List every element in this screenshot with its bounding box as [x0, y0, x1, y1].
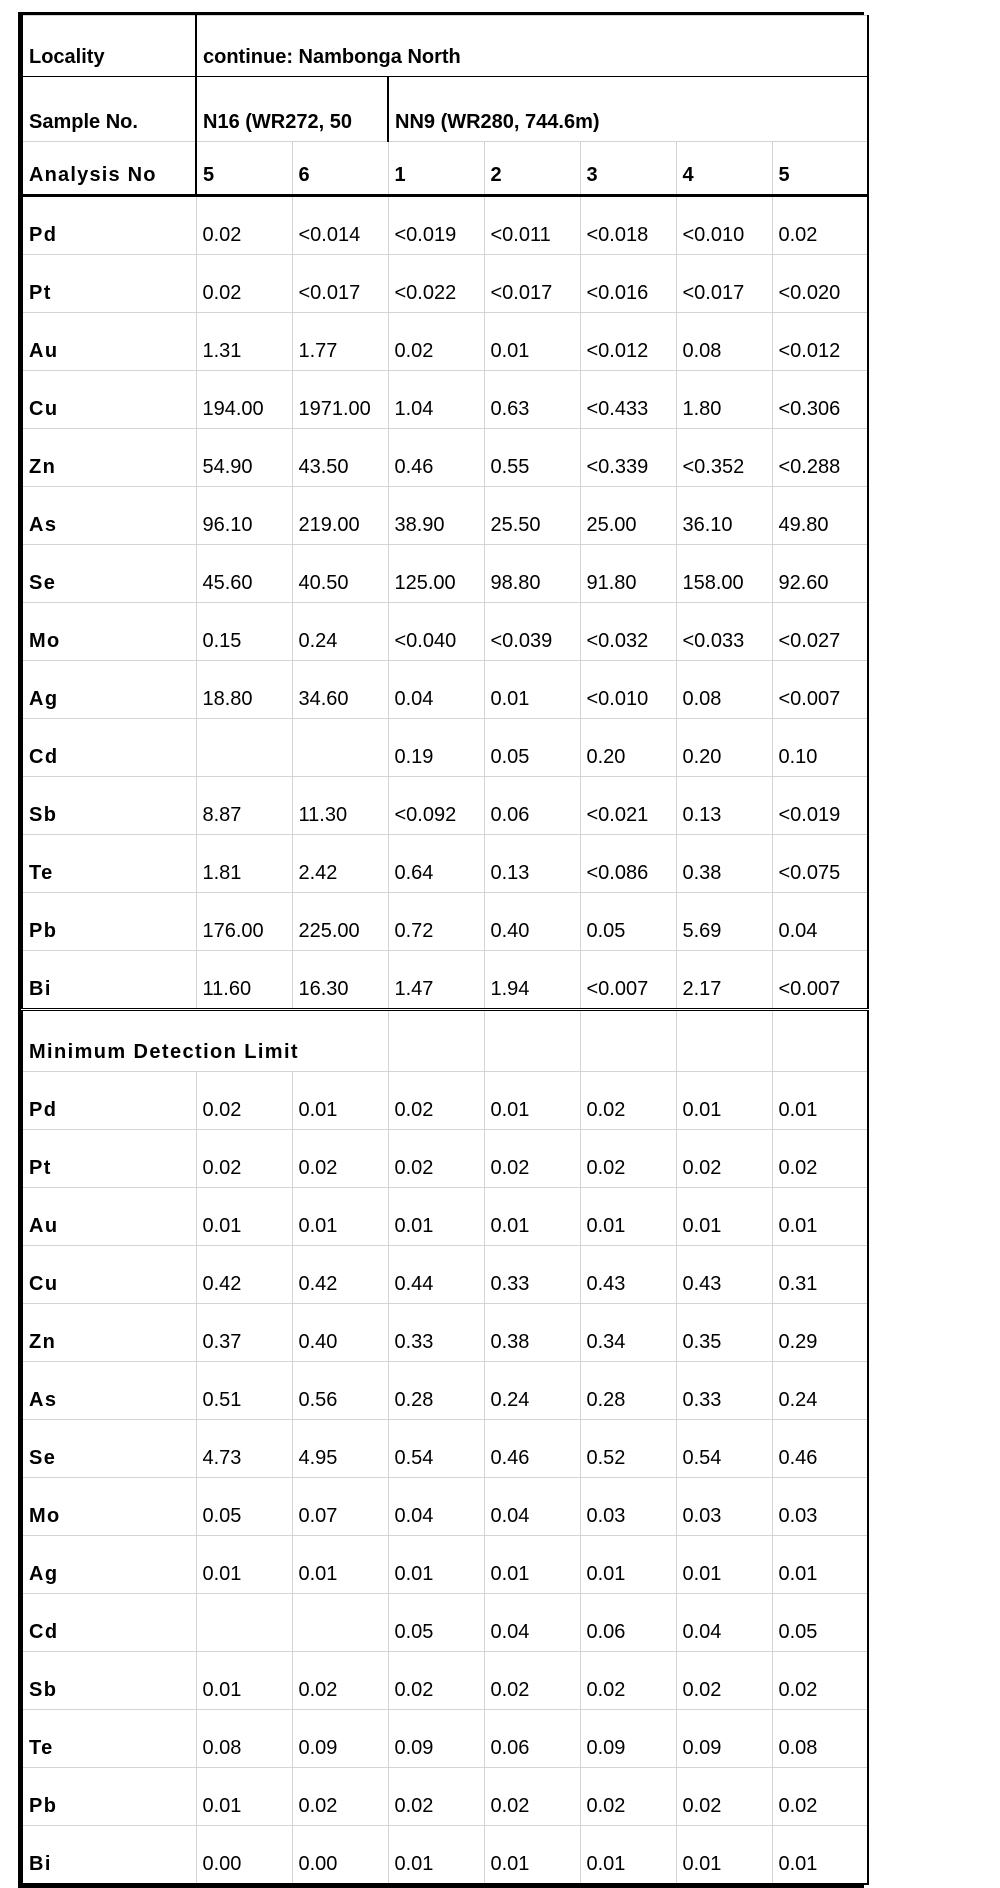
assay-value-cell: 1.47	[388, 951, 484, 1010]
assay-value-cell: 0.02	[196, 196, 292, 255]
mdl-value-cell: 0.46	[772, 1420, 868, 1478]
assay-value-cell: 0.02	[196, 255, 292, 313]
assay-value-cell: <0.007	[580, 951, 676, 1010]
analysis-no-header: 2	[484, 142, 580, 196]
assay-value-cell: 176.00	[196, 893, 292, 951]
assay-value-cell: 0.01	[484, 661, 580, 719]
mdl-value-cell: 0.04	[484, 1478, 580, 1536]
table-row	[22, 1420, 868, 1478]
assay-value-cell: 0.13	[484, 835, 580, 893]
mdl-header-blank-cell	[676, 1010, 772, 1072]
assay-value-cell: 0.04	[388, 661, 484, 719]
mdl-value-cell: 0.08	[196, 1710, 292, 1768]
element-label: Bi	[22, 951, 196, 1010]
assay-value-cell: 1.77	[292, 313, 388, 371]
locality-value: continue: Nambonga North	[196, 16, 868, 77]
assay-value-cell: 34.60	[292, 661, 388, 719]
mdl-value-cell: 0.01	[676, 1536, 772, 1594]
mdl-value-cell: 0.31	[772, 1246, 868, 1304]
mdl-value-cell: 0.09	[292, 1710, 388, 1768]
mdl-value-cell: 0.01	[388, 1188, 484, 1246]
mdl-value-cell: 0.43	[676, 1246, 772, 1304]
assay-value-cell: <0.306	[772, 371, 868, 429]
element-label: Au	[22, 313, 196, 371]
mdl-value-cell: 0.02	[580, 1072, 676, 1130]
analysis-no-header: 6	[292, 142, 388, 196]
assay-value-cell: 92.60	[772, 545, 868, 603]
assay-value-cell: 0.72	[388, 893, 484, 951]
assay-value-cell: <0.019	[388, 196, 484, 255]
analysis-no-header: 3	[580, 142, 676, 196]
table-row	[22, 196, 868, 255]
mdl-value-cell: 0.02	[388, 1768, 484, 1826]
assay-value-cell: 0.04	[772, 893, 868, 951]
mdl-value-cell: 0.02	[580, 1130, 676, 1188]
table-row	[22, 835, 868, 893]
element-label: Zn	[22, 429, 196, 487]
mdl-value-cell: 0.02	[676, 1652, 772, 1710]
mdl-value-cell: 0.33	[484, 1246, 580, 1304]
assay-value-cell: <0.016	[580, 255, 676, 313]
assay-value-cell: 0.15	[196, 603, 292, 661]
assay-value-cell: <0.033	[676, 603, 772, 661]
assay-value-cell: 194.00	[196, 371, 292, 429]
assay-value-cell: <0.017	[292, 255, 388, 313]
element-label: Ag	[22, 661, 196, 719]
assay-value-cell: 0.06	[484, 777, 580, 835]
assay-value-cell: <0.010	[676, 196, 772, 255]
element-label: Mo	[22, 603, 196, 661]
mdl-value-cell: 0.24	[772, 1362, 868, 1420]
mdl-header-blank-cell	[772, 1010, 868, 1072]
assay-value-cell	[196, 719, 292, 777]
mdl-value-cell: 0.04	[484, 1594, 580, 1652]
mdl-value-cell: 0.46	[484, 1420, 580, 1478]
assay-value-cell: 1.31	[196, 313, 292, 371]
mdl-value-cell: 0.33	[676, 1362, 772, 1420]
assay-value-cell: <0.007	[772, 661, 868, 719]
table-row	[22, 661, 868, 719]
mdl-value-cell: 0.09	[388, 1710, 484, 1768]
mdl-value-cell: 0.02	[676, 1768, 772, 1826]
assay-value-cell: 45.60	[196, 545, 292, 603]
mdl-value-cell: 0.56	[292, 1362, 388, 1420]
assay-value-cell: 1.94	[484, 951, 580, 1010]
assay-value-cell: 0.46	[388, 429, 484, 487]
mdl-value-cell: 0.01	[292, 1188, 388, 1246]
mdl-value-cell: 0.04	[676, 1594, 772, 1652]
mdl-value-cell: 0.43	[580, 1246, 676, 1304]
assay-value-cell: 225.00	[292, 893, 388, 951]
mdl-value-cell: 0.02	[484, 1130, 580, 1188]
element-label: Se	[22, 545, 196, 603]
assay-value-cell: 18.80	[196, 661, 292, 719]
mdl-value-cell: 0.02	[484, 1768, 580, 1826]
mdl-value-cell: 0.01	[580, 1826, 676, 1885]
element-label: Sb	[22, 777, 196, 835]
sample-no-row	[22, 77, 868, 142]
mdl-value-cell: 0.28	[580, 1362, 676, 1420]
assay-value-cell: 36.10	[676, 487, 772, 545]
mdl-value-cell: 0.01	[388, 1826, 484, 1885]
assay-value-cell: 0.40	[484, 893, 580, 951]
table-row	[22, 603, 868, 661]
table-row	[22, 1652, 868, 1710]
assay-value-cell: <0.040	[388, 603, 484, 661]
mdl-value-cell: 0.42	[292, 1246, 388, 1304]
mdl-value-cell: 0.42	[196, 1246, 292, 1304]
mdl-value-cell: 0.05	[772, 1594, 868, 1652]
mdl-value-cell: 0.01	[580, 1536, 676, 1594]
mdl-value-cell: 0.44	[388, 1246, 484, 1304]
assay-value-cell: 0.38	[676, 835, 772, 893]
assay-value-cell: <0.339	[580, 429, 676, 487]
element-label: Pb	[22, 1768, 196, 1826]
mdl-value-cell: 0.29	[772, 1304, 868, 1362]
assay-value-cell	[292, 719, 388, 777]
assay-value-cell: 0.02	[388, 313, 484, 371]
locality-label: Locality	[22, 16, 196, 77]
assay-table	[21, 15, 869, 1885]
assay-value-cell: 16.30	[292, 951, 388, 1010]
mdl-header-blank-cell	[388, 1010, 484, 1072]
mdl-value-cell: 0.02	[292, 1768, 388, 1826]
element-label: Sb	[22, 1652, 196, 1710]
table-row	[22, 1362, 868, 1420]
assay-value-cell: <0.012	[580, 313, 676, 371]
table-row	[22, 1536, 868, 1594]
table-row	[22, 313, 868, 371]
element-label: Pt	[22, 255, 196, 313]
mdl-value-cell: 0.02	[292, 1130, 388, 1188]
element-label: Cd	[22, 719, 196, 777]
mdl-value-cell: 0.01	[580, 1188, 676, 1246]
mdl-header-blank-cell	[484, 1010, 580, 1072]
element-label: Te	[22, 835, 196, 893]
mdl-value-cell: 0.01	[388, 1536, 484, 1594]
assay-value-cell: 0.02	[772, 196, 868, 255]
mdl-value-cell: 4.73	[196, 1420, 292, 1478]
mdl-value-cell: 0.40	[292, 1304, 388, 1362]
assay-value-cell: 54.90	[196, 429, 292, 487]
assay-value-cell: <0.352	[676, 429, 772, 487]
mdl-value-cell: 0.01	[484, 1536, 580, 1594]
element-label: Pt	[22, 1130, 196, 1188]
element-label: Au	[22, 1188, 196, 1246]
mdl-value-cell	[292, 1594, 388, 1652]
mdl-value-cell: 0.08	[772, 1710, 868, 1768]
element-label: Pd	[22, 1072, 196, 1130]
assay-value-cell: 91.80	[580, 545, 676, 603]
mdl-value-cell: 0.05	[388, 1594, 484, 1652]
assay-value-cell: 1.80	[676, 371, 772, 429]
assay-value-cell: 125.00	[388, 545, 484, 603]
mdl-value-cell: 0.09	[676, 1710, 772, 1768]
sample-no-label: Sample No.	[22, 77, 196, 142]
table-row	[22, 1768, 868, 1826]
element-label: Cd	[22, 1594, 196, 1652]
assay-value-cell: 0.19	[388, 719, 484, 777]
mdl-value-cell: 0.01	[484, 1188, 580, 1246]
mdl-value-cell: 0.04	[388, 1478, 484, 1536]
mdl-value-cell: 0.01	[196, 1652, 292, 1710]
table-row	[22, 1188, 868, 1246]
table-row	[22, 1478, 868, 1536]
assay-value-cell: <0.075	[772, 835, 868, 893]
assay-value-cell: 219.00	[292, 487, 388, 545]
locality-row	[22, 16, 868, 77]
element-label: As	[22, 487, 196, 545]
assay-value-cell: <0.020	[772, 255, 868, 313]
assay-value-cell: 5.69	[676, 893, 772, 951]
assay-value-cell: 1971.00	[292, 371, 388, 429]
mdl-value-cell: 0.01	[772, 1826, 868, 1885]
mdl-value-cell: 4.95	[292, 1420, 388, 1478]
element-label: Bi	[22, 1826, 196, 1885]
assay-value-cell: <0.007	[772, 951, 868, 1010]
mdl-value-cell: 0.02	[484, 1652, 580, 1710]
mdl-value-cell: 0.00	[292, 1826, 388, 1885]
element-label: Te	[22, 1710, 196, 1768]
assay-value-cell: 0.20	[676, 719, 772, 777]
table-row	[22, 255, 868, 313]
mdl-value-cell: 0.24	[484, 1362, 580, 1420]
mdl-value-cell: 0.01	[196, 1768, 292, 1826]
assay-value-cell: 0.20	[580, 719, 676, 777]
mdl-header-blank-cell	[580, 1010, 676, 1072]
mdl-value-cell: 0.38	[484, 1304, 580, 1362]
mdl-value-cell: 0.52	[580, 1420, 676, 1478]
table-row	[22, 777, 868, 835]
mdl-value-cell	[196, 1594, 292, 1652]
table-row	[22, 545, 868, 603]
mdl-value-cell: 0.02	[292, 1652, 388, 1710]
assay-value-cell: <0.032	[580, 603, 676, 661]
assay-value-cell: 0.13	[676, 777, 772, 835]
assay-value-cell: 0.24	[292, 603, 388, 661]
table-row	[22, 429, 868, 487]
table-row	[22, 1304, 868, 1362]
assay-value-cell: <0.288	[772, 429, 868, 487]
assay-value-cell: 43.50	[292, 429, 388, 487]
mdl-value-cell: 0.03	[676, 1478, 772, 1536]
mdl-value-cell: 0.35	[676, 1304, 772, 1362]
assay-value-cell: 158.00	[676, 545, 772, 603]
assay-table-sheet	[18, 12, 864, 1888]
mdl-value-cell: 0.01	[292, 1536, 388, 1594]
table-row	[22, 951, 868, 1010]
assay-value-cell: <0.086	[580, 835, 676, 893]
element-label: Pd	[22, 196, 196, 255]
analysis-no-header: 5	[772, 142, 868, 196]
assay-value-cell: <0.012	[772, 313, 868, 371]
mdl-section-header-row	[22, 1010, 868, 1072]
element-label: Cu	[22, 1246, 196, 1304]
mdl-value-cell: 0.03	[772, 1478, 868, 1536]
assay-value-cell: <0.018	[580, 196, 676, 255]
mdl-value-cell: 0.01	[772, 1536, 868, 1594]
mdl-value-cell: 0.02	[196, 1130, 292, 1188]
mdl-value-cell: 0.00	[196, 1826, 292, 1885]
table-row	[22, 719, 868, 777]
analysis-no-label: Analysis No	[22, 142, 196, 196]
assay-value-cell: <0.014	[292, 196, 388, 255]
assay-value-cell: 0.10	[772, 719, 868, 777]
table-row	[22, 1246, 868, 1304]
assay-value-cell: 1.81	[196, 835, 292, 893]
assay-value-cell: 0.01	[484, 313, 580, 371]
sample-group-b: NN9 (WR280, 744.6m)	[388, 77, 868, 142]
mdl-value-cell: 0.01	[196, 1188, 292, 1246]
assay-value-cell: 2.42	[292, 835, 388, 893]
assay-value-cell: <0.039	[484, 603, 580, 661]
mdl-title: Minimum Detection Limit	[22, 1010, 388, 1072]
assay-value-cell: 25.00	[580, 487, 676, 545]
mdl-value-cell: 0.01	[676, 1826, 772, 1885]
analysis-no-header: 5	[196, 142, 292, 196]
assay-value-cell: <0.019	[772, 777, 868, 835]
assay-value-cell: 0.05	[580, 893, 676, 951]
element-label: Mo	[22, 1478, 196, 1536]
sample-group-a: N16 (WR272, 50	[196, 77, 388, 142]
mdl-value-cell: 0.33	[388, 1304, 484, 1362]
mdl-value-cell: 0.01	[676, 1188, 772, 1246]
element-label: Se	[22, 1420, 196, 1478]
mdl-value-cell: 0.07	[292, 1478, 388, 1536]
assay-value-cell: <0.011	[484, 196, 580, 255]
table-row	[22, 1072, 868, 1130]
assay-value-cell: <0.433	[580, 371, 676, 429]
mdl-value-cell: 0.02	[772, 1768, 868, 1826]
table-row	[22, 371, 868, 429]
mdl-value-cell: 0.02	[676, 1130, 772, 1188]
mdl-value-cell: 0.02	[772, 1652, 868, 1710]
mdl-value-cell: 0.09	[580, 1710, 676, 1768]
mdl-value-cell: 0.01	[772, 1188, 868, 1246]
mdl-value-cell: 0.06	[580, 1594, 676, 1652]
mdl-value-cell: 0.28	[388, 1362, 484, 1420]
mdl-value-cell: 0.01	[196, 1536, 292, 1594]
table-row	[22, 893, 868, 951]
element-label: Pb	[22, 893, 196, 951]
mdl-value-cell: 0.02	[388, 1652, 484, 1710]
assay-value-cell: <0.017	[676, 255, 772, 313]
assay-value-cell: 49.80	[772, 487, 868, 545]
assay-value-cell: 0.08	[676, 661, 772, 719]
assay-value-cell: 8.87	[196, 777, 292, 835]
table-row	[22, 1130, 868, 1188]
table-row	[22, 1594, 868, 1652]
mdl-value-cell: 0.02	[580, 1768, 676, 1826]
assay-value-cell: 40.50	[292, 545, 388, 603]
assay-value-cell: 0.05	[484, 719, 580, 777]
table-row	[22, 1710, 868, 1768]
assay-value-cell: 38.90	[388, 487, 484, 545]
element-label: Cu	[22, 371, 196, 429]
mdl-value-cell: 0.05	[196, 1478, 292, 1536]
assay-value-cell: 98.80	[484, 545, 580, 603]
mdl-value-cell: 0.01	[484, 1072, 580, 1130]
assay-value-cell: 0.64	[388, 835, 484, 893]
mdl-value-cell: 0.54	[676, 1420, 772, 1478]
element-label: Ag	[22, 1536, 196, 1594]
assay-value-cell: 0.63	[484, 371, 580, 429]
element-label: As	[22, 1362, 196, 1420]
assay-value-cell: <0.010	[580, 661, 676, 719]
assay-value-cell: 11.30	[292, 777, 388, 835]
mdl-value-cell: 0.01	[292, 1072, 388, 1130]
analysis-no-header: 1	[388, 142, 484, 196]
mdl-value-cell: 0.06	[484, 1710, 580, 1768]
mdl-value-cell: 0.54	[388, 1420, 484, 1478]
mdl-value-cell: 0.02	[388, 1130, 484, 1188]
assay-value-cell: <0.092	[388, 777, 484, 835]
assay-value-cell: 0.55	[484, 429, 580, 487]
mdl-value-cell: 0.02	[772, 1130, 868, 1188]
mdl-value-cell: 0.02	[196, 1072, 292, 1130]
table-row	[22, 1826, 868, 1885]
assay-value-cell: <0.027	[772, 603, 868, 661]
mdl-value-cell: 0.02	[580, 1652, 676, 1710]
mdl-value-cell: 0.01	[772, 1072, 868, 1130]
assay-value-cell: <0.017	[484, 255, 580, 313]
assay-value-cell: 25.50	[484, 487, 580, 545]
mdl-value-cell: 0.34	[580, 1304, 676, 1362]
mdl-value-cell: 0.01	[676, 1072, 772, 1130]
mdl-value-cell: 0.02	[388, 1072, 484, 1130]
assay-value-cell: 1.04	[388, 371, 484, 429]
analysis-no-row	[22, 142, 868, 196]
assay-value-cell: 2.17	[676, 951, 772, 1010]
table-row	[22, 487, 868, 545]
mdl-value-cell: 0.01	[484, 1826, 580, 1885]
mdl-value-cell: 0.51	[196, 1362, 292, 1420]
analysis-no-header: 4	[676, 142, 772, 196]
assay-value-cell: 96.10	[196, 487, 292, 545]
element-label: Zn	[22, 1304, 196, 1362]
mdl-value-cell: 0.03	[580, 1478, 676, 1536]
assay-value-cell: <0.022	[388, 255, 484, 313]
assay-value-cell: <0.021	[580, 777, 676, 835]
mdl-value-cell: 0.37	[196, 1304, 292, 1362]
assay-value-cell: 0.08	[676, 313, 772, 371]
assay-value-cell: 11.60	[196, 951, 292, 1010]
